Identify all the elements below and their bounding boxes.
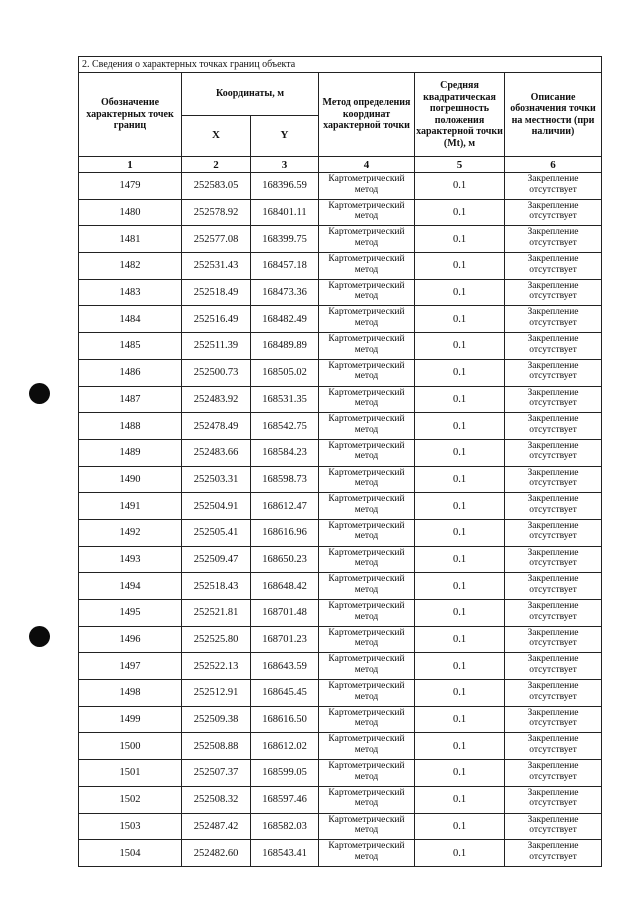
mean-error-cell: 0.1 — [415, 813, 505, 840]
x-coordinate-cell: 252511.39 — [182, 333, 251, 360]
y-coordinate-cell: 168542.75 — [251, 413, 319, 440]
point-id-cell: 1481 — [79, 226, 182, 253]
y-coordinate-cell: 168473.36 — [251, 279, 319, 306]
point-id-cell: 1502 — [79, 786, 182, 813]
punch-hole — [29, 626, 50, 647]
table-row — [79, 813, 602, 840]
method-cell: Картометрический метод — [319, 626, 415, 653]
y-coordinate-cell: 168599.05 — [251, 760, 319, 787]
x-coordinate-cell: 252508.88 — [182, 733, 251, 760]
y-coordinate-cell: 168612.47 — [251, 493, 319, 520]
table-row — [79, 840, 602, 867]
point-id-cell: 1489 — [79, 439, 182, 466]
x-coordinate-cell: 252500.73 — [182, 359, 251, 386]
description-cell: Закрепление отсутствует — [505, 226, 602, 253]
x-coordinate-cell: 252512.91 — [182, 680, 251, 707]
method-cell: Картометрический метод — [319, 279, 415, 306]
boundary-points-table — [78, 56, 602, 867]
method-cell: Картометрический метод — [319, 706, 415, 733]
method-cell: Картометрический метод — [319, 226, 415, 253]
y-coordinate-cell: 168598.73 — [251, 466, 319, 493]
point-id-cell: 1480 — [79, 199, 182, 226]
y-coordinate-cell: 168582.03 — [251, 813, 319, 840]
point-id-cell: 1499 — [79, 706, 182, 733]
table-row — [79, 626, 602, 653]
description-cell: Закрепление отсутствует — [505, 386, 602, 413]
method-cell: Картометрический метод — [319, 680, 415, 707]
y-coordinate-cell: 168531.35 — [251, 386, 319, 413]
x-coordinate-cell: 252487.42 — [182, 813, 251, 840]
method-cell: Картометрический метод — [319, 813, 415, 840]
table-row — [79, 653, 602, 680]
column-number: 3 — [251, 157, 319, 173]
x-coordinate-cell: 252478.49 — [182, 413, 251, 440]
table-row — [79, 546, 602, 573]
method-cell: Картометрический метод — [319, 306, 415, 333]
description-cell: Закрепление отсутствует — [505, 519, 602, 546]
x-coordinate-cell: 252577.08 — [182, 226, 251, 253]
y-coordinate-cell: 168399.75 — [251, 226, 319, 253]
point-id-cell: 1483 — [79, 279, 182, 306]
x-coordinate-cell: 252507.37 — [182, 760, 251, 787]
point-id-cell: 1495 — [79, 600, 182, 627]
mean-error-cell: 0.1 — [415, 253, 505, 280]
y-coordinate-cell: 168645.45 — [251, 680, 319, 707]
y-coordinate-cell: 168701.48 — [251, 600, 319, 627]
description-cell: Закрепление отсутствует — [505, 733, 602, 760]
method-cell: Картометрический метод — [319, 386, 415, 413]
x-coordinate-cell: 252578.92 — [182, 199, 251, 226]
method-cell: Картометрический метод — [319, 546, 415, 573]
method-cell: Картометрический метод — [319, 519, 415, 546]
table-row — [79, 760, 602, 787]
y-coordinate-cell: 168396.59 — [251, 173, 319, 200]
mean-error-cell: 0.1 — [415, 413, 505, 440]
table-row — [79, 600, 602, 627]
mean-error-cell: 0.1 — [415, 359, 505, 386]
point-id-cell: 1491 — [79, 493, 182, 520]
x-coordinate-cell: 252509.38 — [182, 706, 251, 733]
method-cell: Картометрический метод — [319, 466, 415, 493]
y-coordinate-cell: 168616.50 — [251, 706, 319, 733]
mean-error-cell: 0.1 — [415, 546, 505, 573]
description-cell: Закрепление отсутствует — [505, 813, 602, 840]
table-row — [79, 573, 602, 600]
x-coordinate-cell: 252521.81 — [182, 600, 251, 627]
point-id-cell: 1494 — [79, 573, 182, 600]
method-cell: Картометрический метод — [319, 573, 415, 600]
table-row — [79, 439, 602, 466]
method-cell: Картометрический метод — [319, 199, 415, 226]
mean-error-cell: 0.1 — [415, 600, 505, 627]
description-cell: Закрепление отсутствует — [505, 493, 602, 520]
method-cell: Картометрический метод — [319, 760, 415, 787]
point-id-cell: 1498 — [79, 680, 182, 707]
x-coordinate-cell: 252531.43 — [182, 253, 251, 280]
x-coordinate-cell: 252482.60 — [182, 840, 251, 867]
table-row — [79, 786, 602, 813]
table-row — [79, 413, 602, 440]
mean-error-cell: 0.1 — [415, 706, 505, 733]
method-cell: Картометрический метод — [319, 840, 415, 867]
description-cell: Закрепление отсутствует — [505, 600, 602, 627]
point-id-cell: 1482 — [79, 253, 182, 280]
table-row — [79, 306, 602, 333]
y-coordinate-cell: 168597.46 — [251, 786, 319, 813]
description-cell: Закрепление отсутствует — [505, 306, 602, 333]
mean-error-cell: 0.1 — [415, 173, 505, 200]
method-cell: Картометрический метод — [319, 173, 415, 200]
description-cell: Закрепление отсутствует — [505, 173, 602, 200]
x-coordinate-cell: 252483.92 — [182, 386, 251, 413]
column-number: 6 — [505, 157, 602, 173]
point-id-cell: 1497 — [79, 653, 182, 680]
mean-error-cell: 0.1 — [415, 519, 505, 546]
table-row — [79, 493, 602, 520]
mean-error-cell: 0.1 — [415, 333, 505, 360]
description-cell: Закрепление отсутствует — [505, 279, 602, 306]
description-cell: Закрепление отсутствует — [505, 359, 602, 386]
mean-error-cell: 0.1 — [415, 439, 505, 466]
table-row — [79, 226, 602, 253]
punch-hole — [29, 383, 50, 404]
y-coordinate-cell: 168482.49 — [251, 306, 319, 333]
description-cell: Закрепление отсутствует — [505, 653, 602, 680]
mean-error-cell: 0.1 — [415, 493, 505, 520]
description-cell: Закрепление отсутствует — [505, 706, 602, 733]
mean-error-cell: 0.1 — [415, 840, 505, 867]
column-number: 1 — [79, 157, 182, 173]
table-row — [79, 333, 602, 360]
header-method: Метод определения координат характерной точки — [319, 73, 415, 157]
mean-error-cell: 0.1 — [415, 786, 505, 813]
y-coordinate-cell: 168489.89 — [251, 333, 319, 360]
description-cell: Закрепление отсутствует — [505, 840, 602, 867]
method-cell: Картометрический метод — [319, 786, 415, 813]
table-row — [79, 173, 602, 200]
point-id-cell: 1487 — [79, 386, 182, 413]
table-row — [79, 279, 602, 306]
x-coordinate-cell: 252508.32 — [182, 786, 251, 813]
point-id-cell: 1496 — [79, 626, 182, 653]
method-cell: Картометрический метод — [319, 493, 415, 520]
y-coordinate-cell: 168543.41 — [251, 840, 319, 867]
mean-error-cell: 0.1 — [415, 466, 505, 493]
point-id-cell: 1479 — [79, 173, 182, 200]
mean-error-cell: 0.1 — [415, 279, 505, 306]
y-coordinate-cell: 168650.23 — [251, 546, 319, 573]
y-coordinate-cell: 168648.42 — [251, 573, 319, 600]
y-coordinate-cell: 168505.02 — [251, 359, 319, 386]
point-id-cell: 1490 — [79, 466, 182, 493]
mean-error-cell: 0.1 — [415, 573, 505, 600]
method-cell: Картометрический метод — [319, 333, 415, 360]
x-coordinate-cell: 252522.13 — [182, 653, 251, 680]
point-id-cell: 1501 — [79, 760, 182, 787]
mean-error-cell: 0.1 — [415, 760, 505, 787]
table-row — [79, 733, 602, 760]
mean-error-cell: 0.1 — [415, 733, 505, 760]
mean-error-cell: 0.1 — [415, 226, 505, 253]
y-coordinate-cell: 168584.23 — [251, 439, 319, 466]
description-cell: Закрепление отсутствует — [505, 466, 602, 493]
table-row — [79, 253, 602, 280]
description-cell: Закрепление отсутствует — [505, 413, 602, 440]
description-cell: Закрепление отсутствует — [505, 760, 602, 787]
header-y: Y — [251, 116, 319, 157]
table-row — [79, 706, 602, 733]
column-number: 2 — [182, 157, 251, 173]
header-coordinates: Координаты, м — [182, 73, 319, 116]
table-row — [79, 680, 602, 707]
description-cell: Закрепление отсутствует — [505, 573, 602, 600]
x-coordinate-cell: 252504.91 — [182, 493, 251, 520]
description-cell: Закрепление отсутствует — [505, 439, 602, 466]
column-number: 4 — [319, 157, 415, 173]
table-row — [79, 466, 602, 493]
point-id-cell: 1493 — [79, 546, 182, 573]
x-coordinate-cell: 252505.41 — [182, 519, 251, 546]
x-coordinate-cell: 252518.43 — [182, 573, 251, 600]
header-mean-error: Средняя квадратическая погрешность положения характерной точки (Mt), м — [415, 73, 505, 157]
mean-error-cell: 0.1 — [415, 680, 505, 707]
table-row — [79, 519, 602, 546]
table-row — [79, 359, 602, 386]
y-coordinate-cell: 168612.02 — [251, 733, 319, 760]
y-coordinate-cell: 168643.59 — [251, 653, 319, 680]
mean-error-cell: 0.1 — [415, 199, 505, 226]
header-point-designation: Обозначение характерных точек границ — [79, 73, 182, 157]
description-cell: Закрепление отсутствует — [505, 199, 602, 226]
method-cell: Картометрический метод — [319, 359, 415, 386]
point-id-cell: 1492 — [79, 519, 182, 546]
method-cell: Картометрический метод — [319, 439, 415, 466]
method-cell: Картометрический метод — [319, 413, 415, 440]
header-x: X — [182, 116, 251, 157]
mean-error-cell: 0.1 — [415, 626, 505, 653]
description-cell: Закрепление отсутствует — [505, 333, 602, 360]
method-cell: Картометрический метод — [319, 253, 415, 280]
method-cell: Картометрический метод — [319, 653, 415, 680]
point-id-cell: 1486 — [79, 359, 182, 386]
point-id-cell: 1484 — [79, 306, 182, 333]
column-number: 5 — [415, 157, 505, 173]
description-cell: Закрепление отсутствует — [505, 626, 602, 653]
method-cell: Картометрический метод — [319, 733, 415, 760]
point-id-cell: 1500 — [79, 733, 182, 760]
point-id-cell: 1503 — [79, 813, 182, 840]
section-title: 2. Сведения о характерных точках границ объекта — [79, 57, 602, 73]
y-coordinate-cell: 168401.11 — [251, 199, 319, 226]
header-description: Описание обозначения точки на местности (при наличии) — [505, 73, 602, 157]
mean-error-cell: 0.1 — [415, 653, 505, 680]
x-coordinate-cell: 252518.49 — [182, 279, 251, 306]
description-cell: Закрепление отсутствует — [505, 546, 602, 573]
x-coordinate-cell: 252583.05 — [182, 173, 251, 200]
y-coordinate-cell: 168457.18 — [251, 253, 319, 280]
mean-error-cell: 0.1 — [415, 306, 505, 333]
y-coordinate-cell: 168701.23 — [251, 626, 319, 653]
x-coordinate-cell: 252516.49 — [182, 306, 251, 333]
table-row — [79, 386, 602, 413]
x-coordinate-cell: 252483.66 — [182, 439, 251, 466]
x-coordinate-cell: 252525.80 — [182, 626, 251, 653]
mean-error-cell: 0.1 — [415, 386, 505, 413]
table-row — [79, 199, 602, 226]
y-coordinate-cell: 168616.96 — [251, 519, 319, 546]
x-coordinate-cell: 252509.47 — [182, 546, 251, 573]
description-cell: Закрепление отсутствует — [505, 253, 602, 280]
x-coordinate-cell: 252503.31 — [182, 466, 251, 493]
method-cell: Картометрический метод — [319, 600, 415, 627]
point-id-cell: 1485 — [79, 333, 182, 360]
description-cell: Закрепление отсутствует — [505, 680, 602, 707]
point-id-cell: 1504 — [79, 840, 182, 867]
table-body — [79, 173, 602, 867]
description-cell: Закрепление отсутствует — [505, 786, 602, 813]
point-id-cell: 1488 — [79, 413, 182, 440]
